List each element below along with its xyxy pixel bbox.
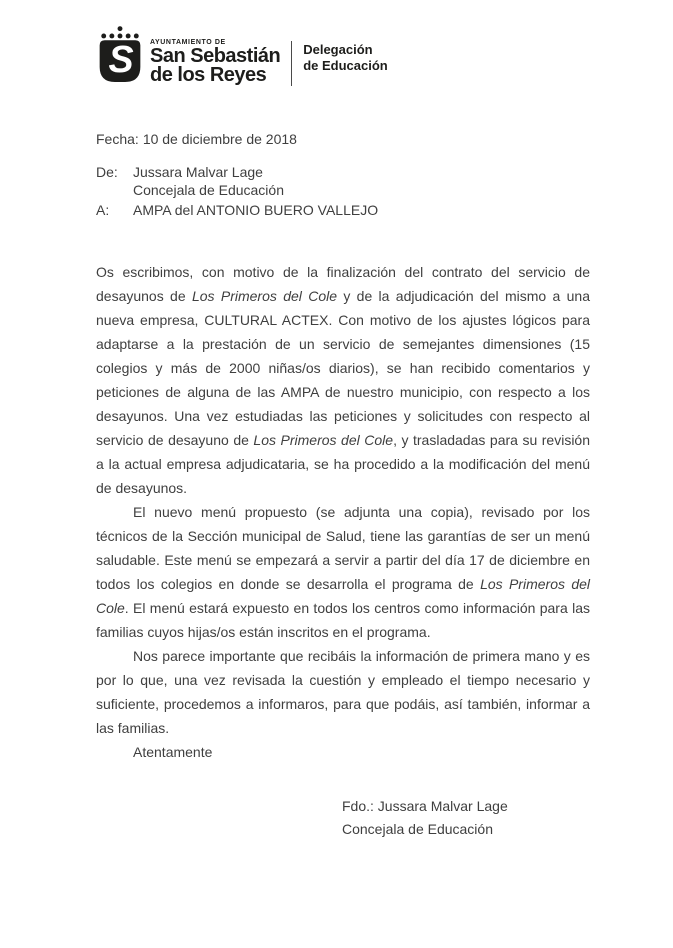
letterhead-divider xyxy=(291,41,292,86)
to-value: AMPA del ANTONIO BUERO VALLEJO xyxy=(133,202,379,218)
department-line2: de Educación xyxy=(303,58,388,73)
authority-label: AYUNTAMIENTO DE xyxy=(150,39,226,46)
crown-dots xyxy=(101,26,138,38)
shield-letter-s: S xyxy=(108,37,134,80)
org-name-block xyxy=(150,26,280,85)
from-value xyxy=(133,163,284,199)
city-name-line1: San Sebastián xyxy=(150,45,281,67)
closing-line: Atentamente xyxy=(133,744,213,760)
from-line xyxy=(96,163,284,199)
from-name: Jussara Malvar Lage xyxy=(133,164,263,180)
from-role: Concejala de Educación xyxy=(133,182,284,198)
signature-block xyxy=(342,795,508,841)
signature-role: Concejala de Educación xyxy=(342,821,493,837)
to-label: A: xyxy=(96,202,110,218)
department-line1: Delegación xyxy=(303,42,373,57)
signature-name: Fdo.: Jussara Malvar Lage xyxy=(342,798,508,814)
from-label: De: xyxy=(96,164,118,180)
to-line xyxy=(96,201,378,219)
paragraph-2: El nuevo menú propuesto (se adjunta una copia), revisado por los técnicos de la Sección municipal de Salud, tiene las garantías de ser un menú saludable. Este menú se empezará a servir a partir del día 17 de diciembre en todos los colegios en donde se desarrolla el programa de Los Primeros del Cole. El menú estará expuesto en todos los centros como información para las familias cuyos hijas/os están inscritos en el programa. xyxy=(96,504,591,640)
city-name-line2: de los Reyes xyxy=(150,64,267,86)
paragraph-1: Os escribimos, con motivo de la finalización del contrato del servicio de desayunos de Los Primeros del Cole y de la adjudicación del mismo a una nueva empresa, CULTURAL ACTEX. Con motivo de los ajustes lógicos para adaptarse a la prestación de un servicio de semejantes dimensiones (15 colegios y más de 2000 niñas/os diarios), se han recibido comentarios y peticiones de alguna de las AMPA de nuestro municipio, con respecto a los desayunos. Una vez estudiadas las peticiones y solicitudes con respecto al servicio de desayuno de Los Primeros del Cole, y trasladadas para su revisión a la actual empresa adjudicataria, se ha procedido a la modificación del menú de desayunos. xyxy=(96,264,591,496)
letterhead xyxy=(99,26,388,86)
department-block xyxy=(303,26,388,74)
letter-body xyxy=(96,260,590,764)
paragraph-3: Nos parece importante que recibáis la información de primera mano y es por lo que, una vez revisada la cuestión y empleado el tiempo necesario y suficiente, procedemos a informaros, para que podáis, así también, informar a las familias. xyxy=(96,648,590,736)
date-value: 10 de diciembre de 2018 xyxy=(142,131,297,147)
city-crest-icon xyxy=(99,26,141,84)
date-label: Fecha: xyxy=(96,131,139,147)
date-line xyxy=(96,131,297,147)
